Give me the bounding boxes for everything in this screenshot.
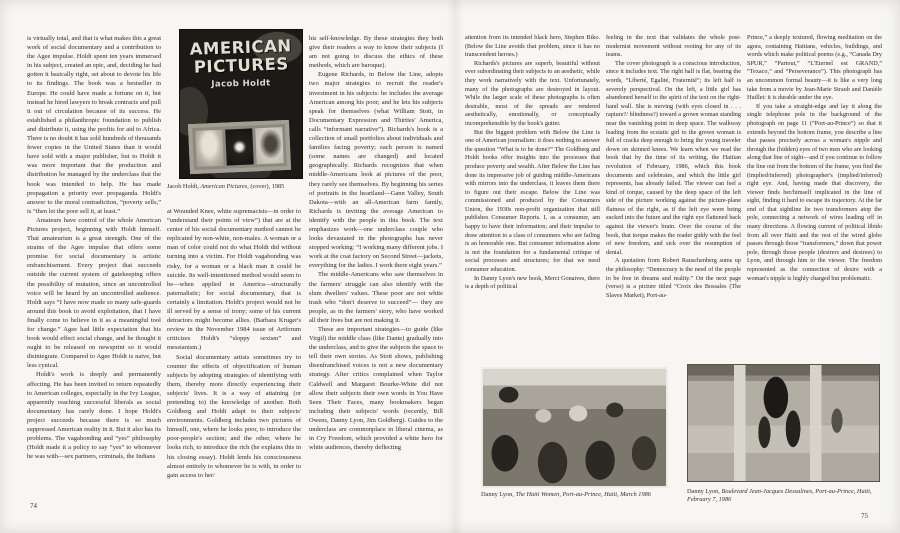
paragraph: Eugene Richards, in Below the Line, adopts two major strategies to recruit the reader's investment in his subjects: he includes the average American among his poor; and he lets his subjects speak for themselves (what William Stott, in Documentary Expression and Thirties' America, calls “informant narrative”). Richards's book is a collection of small portfolios about individuals and families facing poverty; each person is named (some names are changed) and located geographically. Richards recognizes that when middle-Americans look at pictures of the poor, they rarely see themselves. By beginning his series of portraits in the heartland—Gann Valley, South Dakota—with an all-American farm family, Richards is inviting the average American to identify with the people in this book. The text emphasizes work—one underclass couple who looks devastated in the photographs has never stopped working: “I working many different jobs. I work at the coat factory on Second Street—jackets, everything for the ladies. I work there eight years.” bbox=[309, 71, 443, 270]
paragraph: The middle-Americans who saw themselves in the farmers' struggle can also identify with the slum dwellers' values. These poor are not white trash who “don't deserve to succeed”— they are people, as in the farmers' story, who have worked all their lives but are not making it. bbox=[309, 271, 443, 324]
page-number-right: 75 bbox=[861, 512, 868, 520]
book-cover-photo-collage bbox=[188, 120, 291, 174]
photo-caption-haiti-women bbox=[481, 491, 677, 499]
paragraph: is virtually total, and that is what makes this a great work of social documentary and a contribution to the Agee impulse. Holdt spent ten years immersed in his subject, created an epic, and, deciding he had gotten it basically right, set about to devote his life to its findings. The book was a bestseller in Europe. He could have made a fortune on it, but instead he hired lawyers to break contracts and pull it out of circulation because of its success. He established a philanthropic foundation to publish and distribute it, using the profits for aid to Africa. There is no doubt it has sold hundreds of thousands fewer copies in the United States than it would have sold with a major publisher, but to Holdt it was more important that the production and distribution be managed by the underclass that the book was intended to help. He has made propagation a priority over propaganda. Holdt's answer to the moral contradiction, “poverty sells,” is “then let the poor sell it, at least.” bbox=[27, 35, 161, 215]
paragraph: Amateurs have control of the whole American Pictures project, beginning with Holdt himself. That amateurism is a great strength. One of the strains of the Agee impulse that offers some promise for social documentary is artistic enfranchisement. Every project that succeeds outside the current system of gatekeeping offers the possibility of mutation, since an uncontrolled voice will be heard by an uncontrolled audience. Holdt says “I have now made so many safe-guards around this book to avoid exploitation, that I have finally come to believe in it as a meaningful tool for change.” Agee had little expectation that his book would effect social change, and he thought it ought to be released on newsprint so it would disintegrate. Compared to Agee Holdt is naive, but less cynical. bbox=[27, 216, 161, 370]
collage-tile bbox=[225, 128, 254, 165]
book-cover-title-line1: AMERICAN bbox=[189, 36, 292, 59]
photo-boulevard-dessalines bbox=[687, 364, 880, 482]
right-page-column-3 bbox=[747, 34, 882, 362]
paragraph: These are important strategies—to guide (like Virgil) the middle class (like Dante) gradually into the underclass, and to give the subjects the space to tell their own stories. As Stott shows, publishing disenfranchised voices is not a new documentary strategy. After critics complained when Taylor Caldwell and Margaret Bourke-White did not allow their subjects their own words in You Have Seen Their Faces, many bookmakers began including their subjects' words (recently, Bill Owens, Danny Lyon, Jim Goldberg). Guides to the underclass are commonplace in liberal cinema, as in Cry Freedom, which provided a white hero for white audiences, thereby deflecting bbox=[309, 326, 443, 452]
paragraph: Richards's pictures are superb, beautiful without ever subordinating their subjects to an aesthetic, while they work narratively with the text. Unfortunately, many of the photographs are destroyed in layout. While the larger scale of these photographs is often desirable, most of the spreads are rendered aesthetically, emotionally, or conceptually incomprehensible by the book's gutter. bbox=[465, 59, 600, 127]
page-gutter bbox=[447, 0, 463, 533]
paragraph: Holdt's work is deeply and permanently affecting. He has been invited to return repeatedly to American colleges, especially in the Ivy League, apparently reaching successful liberals as social documentary has rarely done. I hope Holdt's project succeeds because there is so much suppressed American reality in it. But it also has its problems. The vagabonding and “yes” philosophy (Holdt made it a policy to say “yes” to whomever he was with—sex partners, criminals, the Indians bbox=[27, 371, 161, 461]
caption-work-title: American Pictures, bbox=[200, 183, 249, 190]
caption-artist: Danny Lyon, bbox=[687, 488, 722, 495]
paragraph: Social documentary artists sometimes try to counter the effects of objectification of human subjects by adopting strategies of identifying with them, thereby more directly experiencing their subjects' lives. It is a way of attaining (or pretending to) the knowledge of another. Both Goldberg and Holdt adapt to their subjects' environments. Goldberg includes two pictures of himself, one, where he looks poor, to introduce the poor-people's section; and the other, where he looks rich, to introduce the rich (he explains this in his closing essay). Holdt lends his consciousness almost entirely to whomever he is with, in order to gain access to her/ bbox=[167, 353, 301, 479]
paragraph: attention from its intended black hero, Stephen Biko. (Below the Line avoids that problem, since it has no transcendent heroes.) bbox=[465, 34, 600, 59]
caption-work-title: The Haiti Women, Port-au-Prince, Haiti, March 1986 bbox=[515, 491, 651, 498]
paragraph: The cover photograph is a conscious introduction, since it includes text. The right half is flat, bearing the words, “Liberté, Egalité, Fraternité”; its left half is severely perspectival. On the left, a little girl has abandoned herself to the spirit of the text on the right-hand wall. She is moving (with eyes closed in . . . rapture?/ blindness?) toward a grown woman standing near the vanishing point in deep space. The walkway leading from the ecstatic girl to the grown woman is full of cracks deep enough to bring the young traveler down on skinned knees. We learn when we read the book that by the time of its writing, the Haitian revolution of February, 1986, which this book documents and celebrates, and which the little girl represents, has already failed. The viewer can feel a kind of torque, caused by the deep space of the left side of the picture working against the picture-plane flatness of the right, as if the left eye were being sucked into the future and the right eye flattened back against the viewer's brain. Over the course of the book, that torque makes the reader giddy with the feel of new freedom, and sick over the resumption of denial. bbox=[606, 59, 741, 256]
paragraph: In Danny Lyon's new book, Merci Gonaives, there is a depth of political bbox=[465, 274, 600, 291]
book-cover-title bbox=[179, 37, 302, 76]
caption-rest: (cover), 1985 bbox=[248, 183, 285, 190]
left-page-column-1 bbox=[27, 34, 161, 506]
paragraph: If you take a straight-edge and lay it along the single telephone pole in the background of the photograph on page 11 (“Port-au-Prince”) so that it extends beyond the bottom frame, you describe a line that passes precisely across a woman's nipple and through the (hidden) eyes of two men who are looking along that line of sight—and if you continue to follow the line out from the bottom of the frame, you find the (implied/inferred) photographer's (implied/inferred) right eye. And, having made that discovery, the viewer finds her/himself implicated in the line of sight, finding it hard to escape its trajectory. At the far end of that sightline lie two transformers atop the pole, connecting a network of wires leading off in many directions. A flowing current of political libido from all over Haiti and the rest of the wired globe passes through those “transformers,” down that power pole, through those people (desirers and desirees) to Lyon, and through him to the viewer. The freedom represented as the connection of desire with a woman's nipple is highly charged but problematic. bbox=[747, 102, 882, 282]
page-number-left: 74 bbox=[30, 502, 37, 510]
collage-tile bbox=[255, 127, 284, 164]
right-page-column-1 bbox=[465, 34, 600, 356]
paragraph: feeling in the text that validates the whole post-modernist movement without rooting for any of its teams. bbox=[606, 34, 741, 59]
left-page-column-2 bbox=[167, 207, 301, 507]
paragraph: at Wounded Knee, white supremacists—in order to “understand their points of view”) that are at the center of his social documentary method cannot be replicated by non-white, non-males. A woman or a man of color could not do what Holdt did without turning into a victim. For Holdt vagabonding was risky, for a woman or a black man it could be suicide. Its well-intentioned method would seem to be—when applied in America—structurally paternalistic; for social documentary, that is certainly a limitation. Holdt's project would not be ill served by a sense of irony; some of his current detractors might become allies. (Barbara Kruger's review in the November 1984 issue of Artforum criticizes Holdt's “sloppy sexism” and messianism.) bbox=[167, 208, 301, 352]
paragraph: Prince,” a deeply textured, flowing meditation on the agora, containing Haitians, vehicles, buildings, and words which make political poems (e.g., “Canada Dry SPUR,” “Partout,” “L'Eternel est GRAND,” “Texaco,” and “Perseverance”). This photograph has an uncommon formal beauty—it is like a very long take from a movie by Jean-Marie Straub and Danièle Huillet: it is durable under the eye. bbox=[747, 34, 882, 102]
caption-work-title: Boulevard Jean-Jacques Dessalines, Port-au-Prince, Haiti, February 7, 1986 bbox=[687, 488, 872, 503]
paragraph: his self-knowledge. By these strategies they both give their readers a way to know their subjects (I am not going to discuss the ethics of these methods, which are baroque). bbox=[309, 35, 443, 70]
paragraph: A quotation from Robert Rauschenberg sums up the philosophy: “Democracy is the need of the people to be free in dreams and reality.” On the next page (verso) is a picture titled “Croix des Bossales (The Slaves Market), Port-au- bbox=[606, 257, 741, 299]
photo-haiti-women bbox=[481, 367, 668, 488]
caption-artist: Jacob Holdt, bbox=[167, 183, 201, 190]
caption-artist: Danny Lyon, bbox=[481, 491, 516, 498]
photo-caption-boulevard bbox=[687, 488, 881, 503]
book-cover-image bbox=[180, 30, 302, 178]
book-cover-author: Jacob Holdt bbox=[211, 78, 271, 90]
right-page-column-2 bbox=[606, 34, 741, 362]
book-cover-title-line2: PICTURES bbox=[193, 53, 290, 77]
paragraph: But the biggest problem with Below the Line is one of American journalism: it does nothing to answer the question “What is to be done?” The Goldberg and Holdt books offer insights into the processes that produce poverty and wealth. After Below the Line has done its impressive job of guiding middle-Americans with mirrors into the underclass, it leaves them there to figure out their escape. Below the Line was commissioned and produced by the Consumers Union, the 1930s non-profit organization that still publishes Consumer Reports. I, as a consumer, am happy to have their information; and their impulse to draw attention to a class of consumers who are failing is an honorable one. But consumer information alone is not the foundation for a fundamental critique of social processes and structures; for that we need consumer education. bbox=[465, 128, 600, 274]
collage-tile bbox=[195, 130, 224, 167]
left-page-column-3 bbox=[309, 34, 443, 508]
book-cover-caption bbox=[167, 183, 293, 191]
